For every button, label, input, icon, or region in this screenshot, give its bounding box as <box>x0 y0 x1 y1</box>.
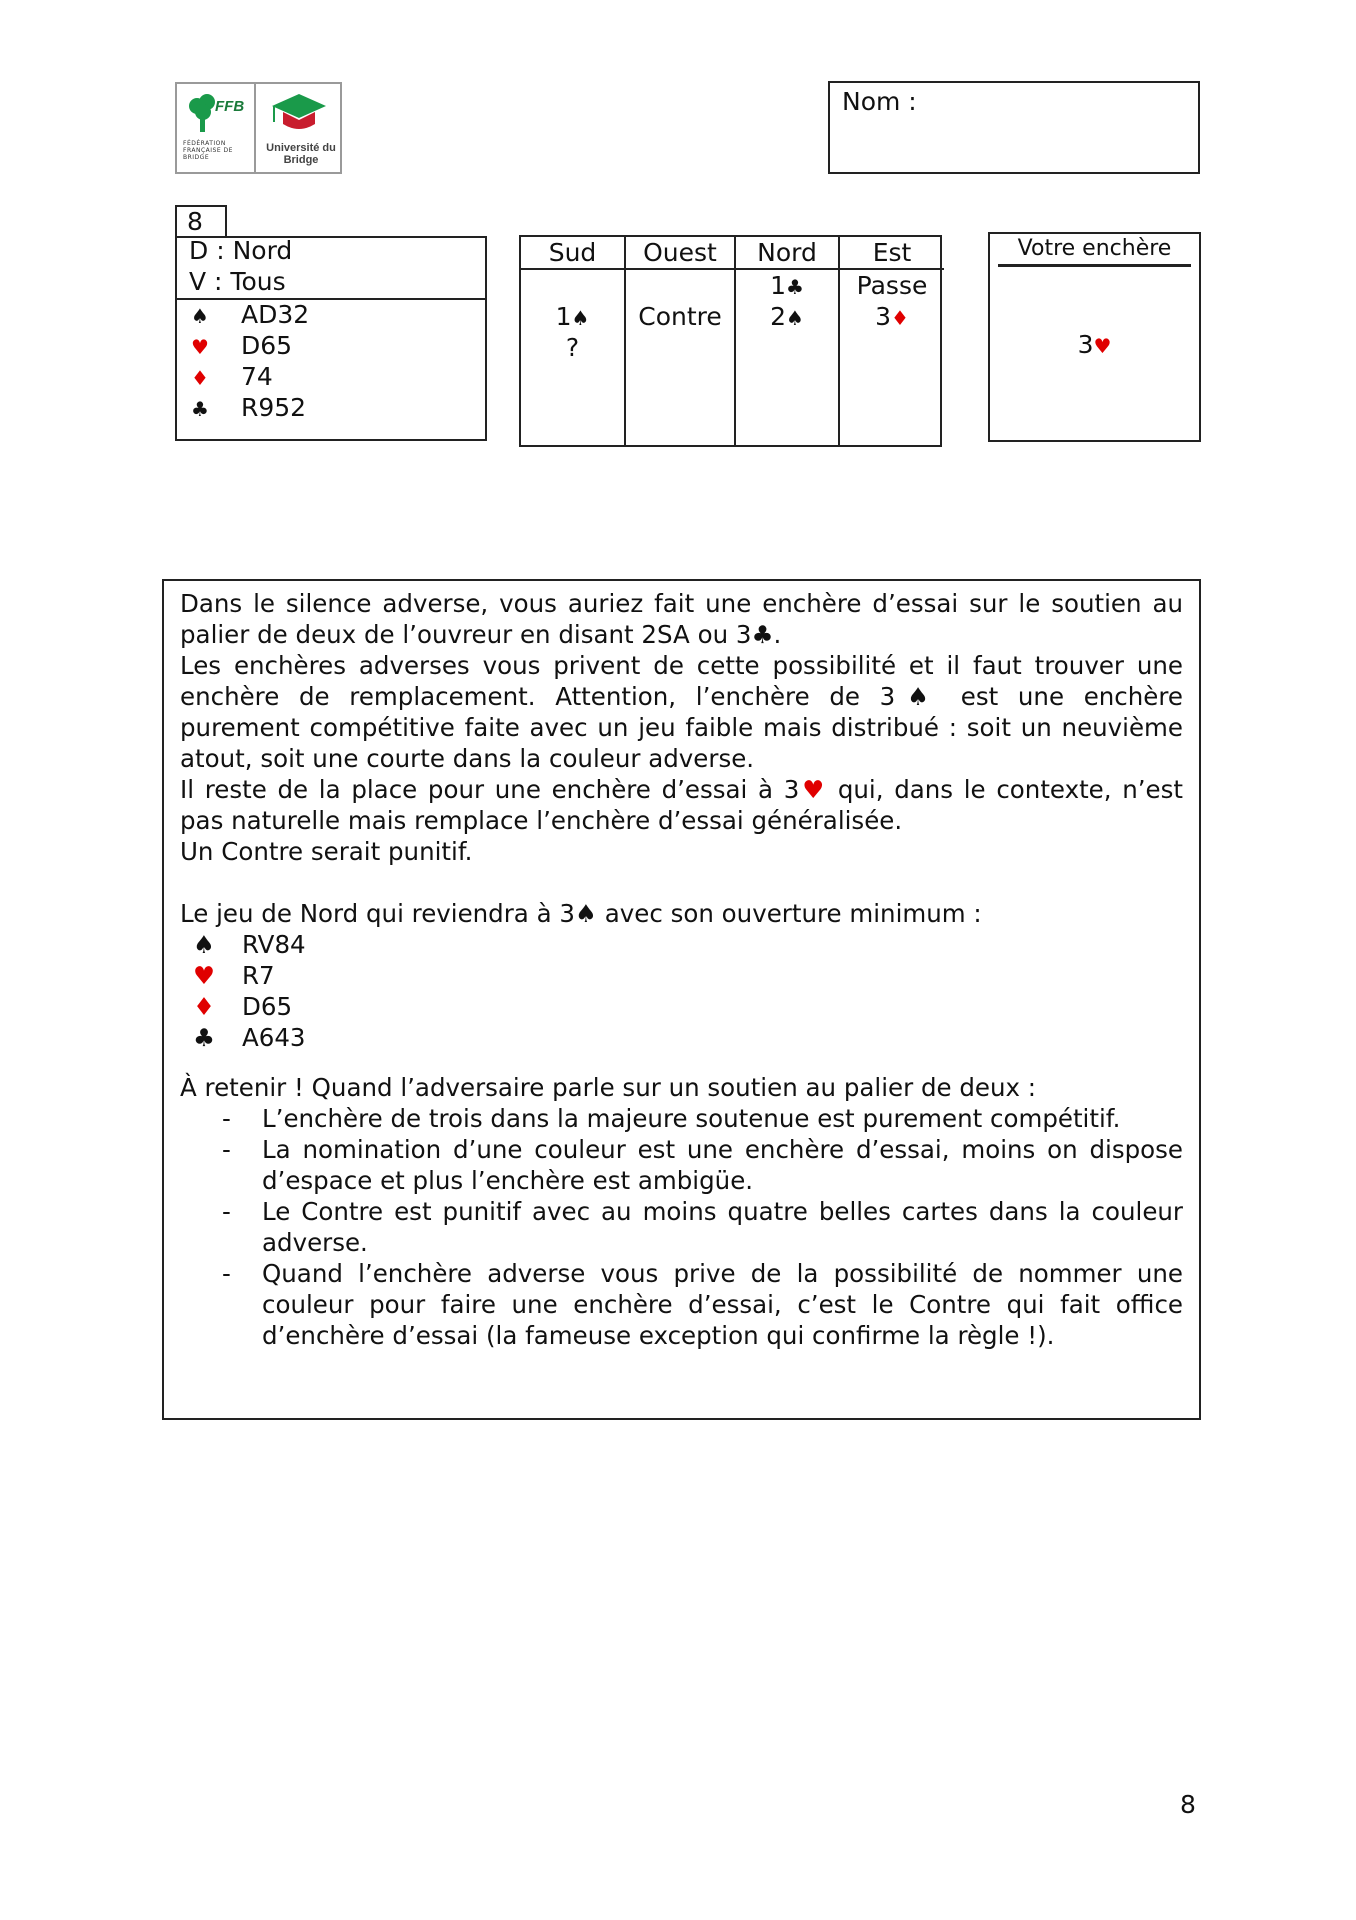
bid-cell <box>626 270 734 301</box>
heart-icon: ♥ <box>1093 334 1112 358</box>
club-cards: R952 <box>241 393 307 422</box>
bullet-line: L’enchère de trois dans la majeure soutenue est purement compétitif. <box>262 1104 1121 1133</box>
bidding-table <box>519 235 942 447</box>
bullet-line: couleur pour faire une enchère d’essai, c’est le Contre qui fait office <box>262 1290 1183 1319</box>
vulnerability: V : Tous <box>189 267 286 296</box>
header-sud: Sud <box>521 237 624 270</box>
bullet-line: d’enchère d’essai (la fameuse exception qui confirme la règle !). <box>262 1321 1055 1350</box>
bid-cell <box>840 332 944 363</box>
bid-cell: ? <box>565 333 580 362</box>
north-spades: RV84 <box>242 930 306 959</box>
heart-icon: ♥ <box>191 335 209 359</box>
bullet-line: Quand l’enchère adverse vous prive de la possibilité de nommer une <box>262 1259 1183 1288</box>
board-number: 8 <box>175 205 227 238</box>
dealer: D : Nord <box>189 236 293 265</box>
text-line: atout, soit une courte dans la couleur adverse. <box>180 744 755 773</box>
ffb-logo-left <box>177 84 256 172</box>
club-icon: ♣ <box>191 397 209 421</box>
bid-cell <box>736 301 838 332</box>
bid-level: 1 <box>555 302 572 331</box>
hand-row-clubs <box>191 393 306 422</box>
text-line: pas naturelle mais remplace l’enchère d’essai généralisée. <box>180 806 903 835</box>
text-line: À retenir ! Quand l’adversaire parle sur un soutien au palier de deux : <box>180 1073 1037 1102</box>
text-line <box>180 898 1183 929</box>
diamond-icon: ♦ <box>890 306 909 330</box>
spade-icon: ♠ <box>895 682 942 711</box>
column-est <box>840 237 944 445</box>
bid-cell <box>521 270 624 301</box>
bullet-line: La nomination d’une couleur est une enchère d’essai, moins on dispose <box>262 1135 1183 1164</box>
answer-bid <box>990 330 1199 359</box>
north-clubs: A643 <box>242 1023 306 1052</box>
header-est: Est <box>840 237 944 270</box>
header-ouest: Ouest <box>626 237 734 270</box>
universite-logo <box>256 84 340 172</box>
answer-rule <box>998 264 1191 267</box>
text-line: Un Contre serait punitif. <box>180 837 473 866</box>
text-span: qui, dans le contexte, n’est <box>837 775 1183 804</box>
bid-cell <box>736 270 838 301</box>
text-span: enchère de remplacement. Attention, l’enchère de 3 <box>180 682 896 711</box>
bid-cell <box>736 332 838 363</box>
spade-icon: ♠ <box>191 304 209 328</box>
bid-level: 3 <box>875 302 891 331</box>
spade-icon: ♠ <box>193 930 215 959</box>
north-diamonds: D65 <box>242 992 293 1021</box>
diamond-icon: ♦ <box>193 992 215 1021</box>
spade-icon: ♠ <box>575 899 597 928</box>
bullet-dash: - <box>222 1135 231 1164</box>
ffb-logo-subtext: FÉDÉRATION FRANÇAISE DE BRIDGE <box>183 140 233 161</box>
heart-icon: ♥ <box>799 775 828 804</box>
bullet-dash: - <box>222 1259 231 1288</box>
heart-icon: ♥ <box>193 961 215 990</box>
spade-cards: AD32 <box>241 300 310 329</box>
bid-cell <box>840 301 944 332</box>
column-ouest <box>626 237 736 445</box>
diamond-cards: 74 <box>241 362 273 391</box>
spade-icon: ♠ <box>571 306 590 330</box>
answer-box <box>988 232 1201 442</box>
hand-row-diamonds <box>191 362 273 391</box>
header-nord: Nord <box>736 237 838 270</box>
text-span: . <box>773 620 782 649</box>
answer-title: Votre enchère <box>1017 236 1172 261</box>
page-number: 8 <box>1180 1790 1196 1819</box>
text-line <box>180 774 1183 805</box>
column-sud <box>521 237 626 445</box>
hand-row-hearts <box>191 331 292 360</box>
hand-diagram <box>175 236 487 441</box>
bullet-dash: - <box>222 1197 231 1226</box>
name-field[interactable] <box>828 81 1200 174</box>
bid-level: 2 <box>770 302 786 331</box>
heart-cards: D65 <box>241 331 293 360</box>
bullet-line: adverse. <box>262 1228 368 1257</box>
bid-cell <box>626 332 734 363</box>
text-line: purement compétitive faite avec un jeu faible mais distribué : soit un neuvième <box>180 713 1183 742</box>
text-span: palier de deux de l’ouvreur en disant 2SA ou 3 <box>180 620 752 649</box>
bid-cell: Passe <box>856 271 928 300</box>
bid-level: 1 <box>770 271 786 300</box>
ffb-logo <box>175 82 342 174</box>
text-span: est une enchère <box>960 682 1183 711</box>
diamond-icon: ♦ <box>191 366 209 390</box>
text-span: avec son ouverture minimum : <box>604 899 982 928</box>
text-line <box>180 681 1183 712</box>
bullet-dash: - <box>222 1104 231 1133</box>
universite-logo-text: Université du Bridge <box>266 142 336 166</box>
text-span: Il reste de la place pour une enchère d’essai à 3 <box>180 775 800 804</box>
text-line: Dans le silence adverse, vous auriez fait une enchère d’essai sur le soutien au <box>180 589 1183 618</box>
text-line: Les enchères adverses vous privent de cette possibilité et il faut trouver une <box>180 651 1183 680</box>
north-hearts: R7 <box>242 961 275 990</box>
bid-cell <box>521 301 624 332</box>
text-span: Le jeu de Nord qui reviendra à 3 <box>180 899 575 928</box>
column-nord <box>736 237 840 445</box>
club-icon: ♣ <box>751 620 774 649</box>
bid-cell: Contre <box>638 302 722 331</box>
name-label: Nom : <box>842 87 917 116</box>
text-line <box>180 619 1183 650</box>
answer-level: 3 <box>1077 330 1094 359</box>
bullet-line: d’espace et plus l’enchère est ambigüe. <box>262 1166 754 1195</box>
graduation-cap-icon <box>256 84 342 144</box>
club-icon: ♣ <box>785 275 804 299</box>
ffb-logo-text: FFB <box>215 98 245 115</box>
club-icon: ♣ <box>193 1023 215 1052</box>
hand-row-spades <box>191 300 309 329</box>
spade-icon: ♠ <box>785 306 804 330</box>
bullet-line: Le Contre est punitif avec au moins quatre belles cartes dans la couleur <box>262 1197 1183 1226</box>
